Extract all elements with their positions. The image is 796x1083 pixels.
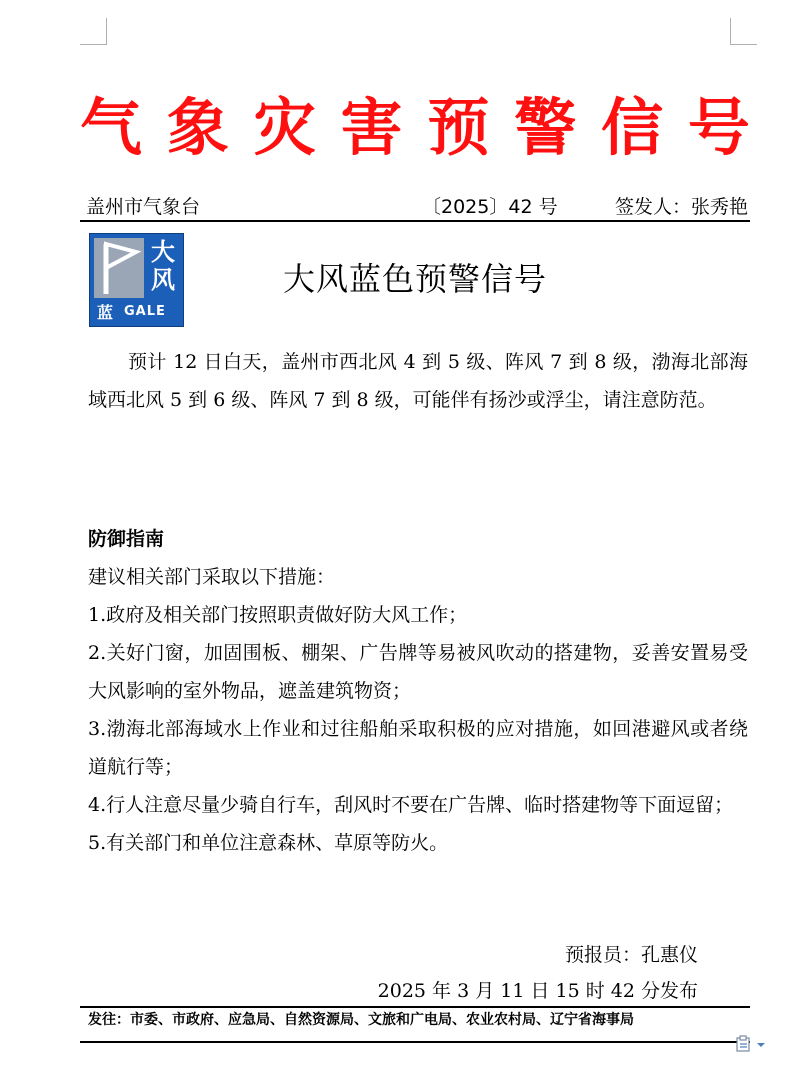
title-char: 象 — [166, 91, 229, 164]
document-title — [80, 88, 750, 168]
warning-body: 预计 12 日白天，盖州市西北风 4 到 5 级、阵风 7 到 8 级，渤海北部海域西北风 5 到 6 级、阵风 7 到 8 级，可能伴有扬沙或浮尘，请注意防范。 — [88, 351, 748, 411]
signal-title: 大风蓝色预警信号 — [282, 260, 547, 298]
guide-title: 防御指南 — [88, 528, 165, 550]
issue-time: 2025 年 3 月 11 日 15 时 42 分发布 — [377, 980, 698, 1002]
header-meta-row — [86, 192, 748, 220]
title-char: 号 — [687, 91, 750, 164]
page-corner-mark-top-left — [80, 18, 107, 45]
guide-intro: 建议相关部门采取以下措施： — [88, 566, 336, 588]
badge-level: 蓝 — [96, 302, 113, 322]
guide-item: 5.有关部门和单位注意森林、草原等防火。 — [88, 832, 449, 854]
document-number: 〔2025〕42 号 — [422, 196, 558, 218]
issuer-name: 盖州市气象台 — [86, 196, 201, 218]
title-char: 警 — [514, 91, 577, 164]
guide-item: 4.行人注意尽量少骑自行车，刮风时不要在广告牌、临时搭建物等下面逗留； — [88, 794, 734, 816]
paste-options-button[interactable] — [734, 1034, 768, 1054]
footer-rule-bottom — [80, 1041, 750, 1043]
signer: 签发人：张秀艳 — [614, 196, 748, 218]
title-char: 害 — [340, 91, 403, 164]
title-char: 预 — [427, 91, 490, 164]
badge-text: 大风 — [151, 238, 175, 294]
paste-options-icon — [734, 1034, 768, 1054]
page-corner-mark-top-right — [730, 18, 757, 45]
distribution-list: 发往：市委、市政府、应急局、自然资源局、文旅和广电局、农业农村局、辽宁省海事局 — [88, 1012, 634, 1028]
guide-item: 2.关好门窗，加固围板、棚架、广告牌等易被风吹动的搭建物，妥善安置易受大风影响的室外物品，遮盖建筑物资； — [88, 642, 748, 702]
guide-list — [88, 596, 748, 862]
badge-english: GALE — [124, 303, 166, 319]
title-char: 气 — [80, 91, 143, 164]
wind-flag-icon — [94, 238, 144, 298]
guide-item: 1.政府及相关部门按照职责做好防大风工作； — [88, 604, 468, 626]
gale-blue-warning-icon — [89, 233, 184, 327]
title-char: 灾 — [253, 91, 316, 164]
guide-item: 3.渤海北部海域水上作业和过往船舶采取积极的应对措施，如回港避风或者绕道航行等； — [88, 718, 748, 778]
badge-bottom-strip — [94, 300, 179, 322]
header-rule — [80, 220, 750, 222]
title-char: 信 — [601, 91, 664, 164]
forecaster: 预报员：孔惠仪 — [564, 944, 698, 966]
